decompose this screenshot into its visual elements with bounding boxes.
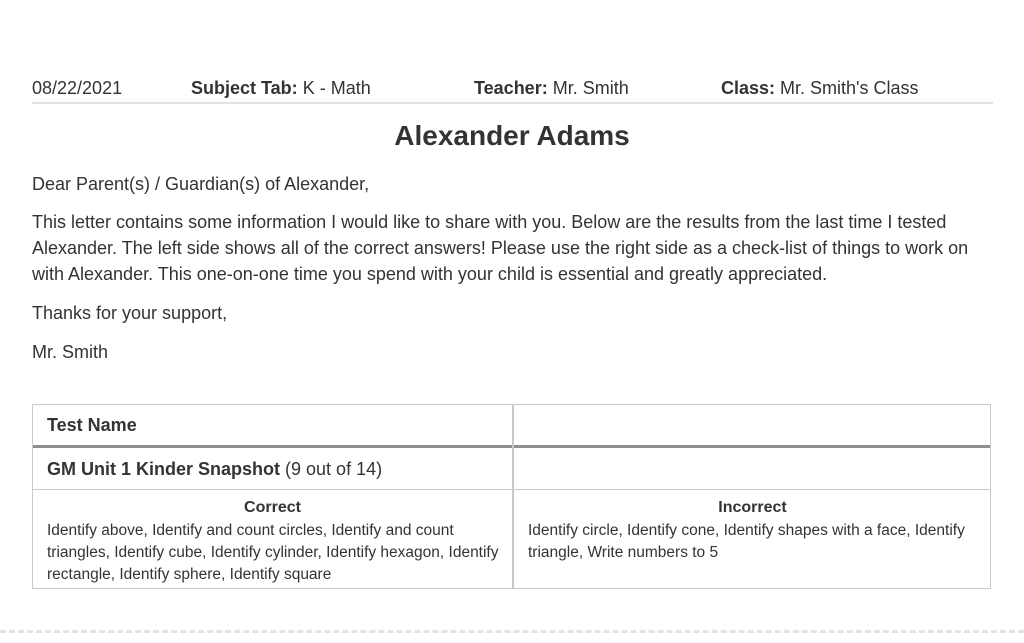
subject-tab-value: K - Math [302, 78, 371, 98]
test-row-empty-cell [514, 448, 991, 489]
correct-label: Correct [244, 499, 301, 516]
report-header [32, 76, 993, 104]
test-name-column-header: Test Name [47, 415, 137, 435]
test-name: GM Unit 1 Kinder Snapshot [47, 459, 281, 479]
subject-tab [191, 78, 371, 99]
incorrect-label: Incorrect [718, 499, 787, 516]
column-divider [512, 405, 514, 589]
class-value: Mr. Smith's Class [780, 78, 919, 98]
class [721, 78, 919, 99]
letter-signature: Mr. Smith [32, 342, 109, 362]
incorrect-items: Identify circle, Identify cone, Identify shapes with a face, Identify triangle, Write numbers to 5 [528, 522, 965, 561]
teacher-label: Teacher: [474, 78, 548, 98]
results-table [32, 404, 991, 589]
incorrect-cell [514, 489, 991, 589]
letter-closing: Thanks for your support, [32, 303, 228, 323]
correct-items: Identify above, Identify and count circles, Identify and count triangles, Identify cube, Identify cylinder, Identify hexagon, Identify rectangle, Identify sphere, Identify square [47, 522, 499, 583]
test-score: (9 out of 14) [285, 459, 383, 479]
class-label: Class: [721, 78, 776, 98]
report-date: 08/22/2021 [32, 78, 123, 98]
correct-cell [33, 489, 512, 589]
letter-greeting: Dear Parent(s) / Guardian(s) of Alexander, [32, 174, 370, 194]
student-name: Alexander Adams [394, 120, 630, 151]
teacher [474, 78, 629, 99]
page-break-divider [0, 630, 1024, 633]
teacher-value: Mr. Smith [552, 78, 629, 98]
test-row [33, 448, 512, 489]
results-column-header [514, 405, 991, 445]
letter-body: This letter contains some information I would like to share with you. Below are the results from the last time I tested Alexander. The left side shows all of the correct answers! Please use the right side as a check-list of things to work on with Alexander. This one-on-one time you spend with your child is essential and greatly appreciated. [32, 212, 969, 284]
subject-tab-label: Subject Tab: [191, 78, 298, 98]
